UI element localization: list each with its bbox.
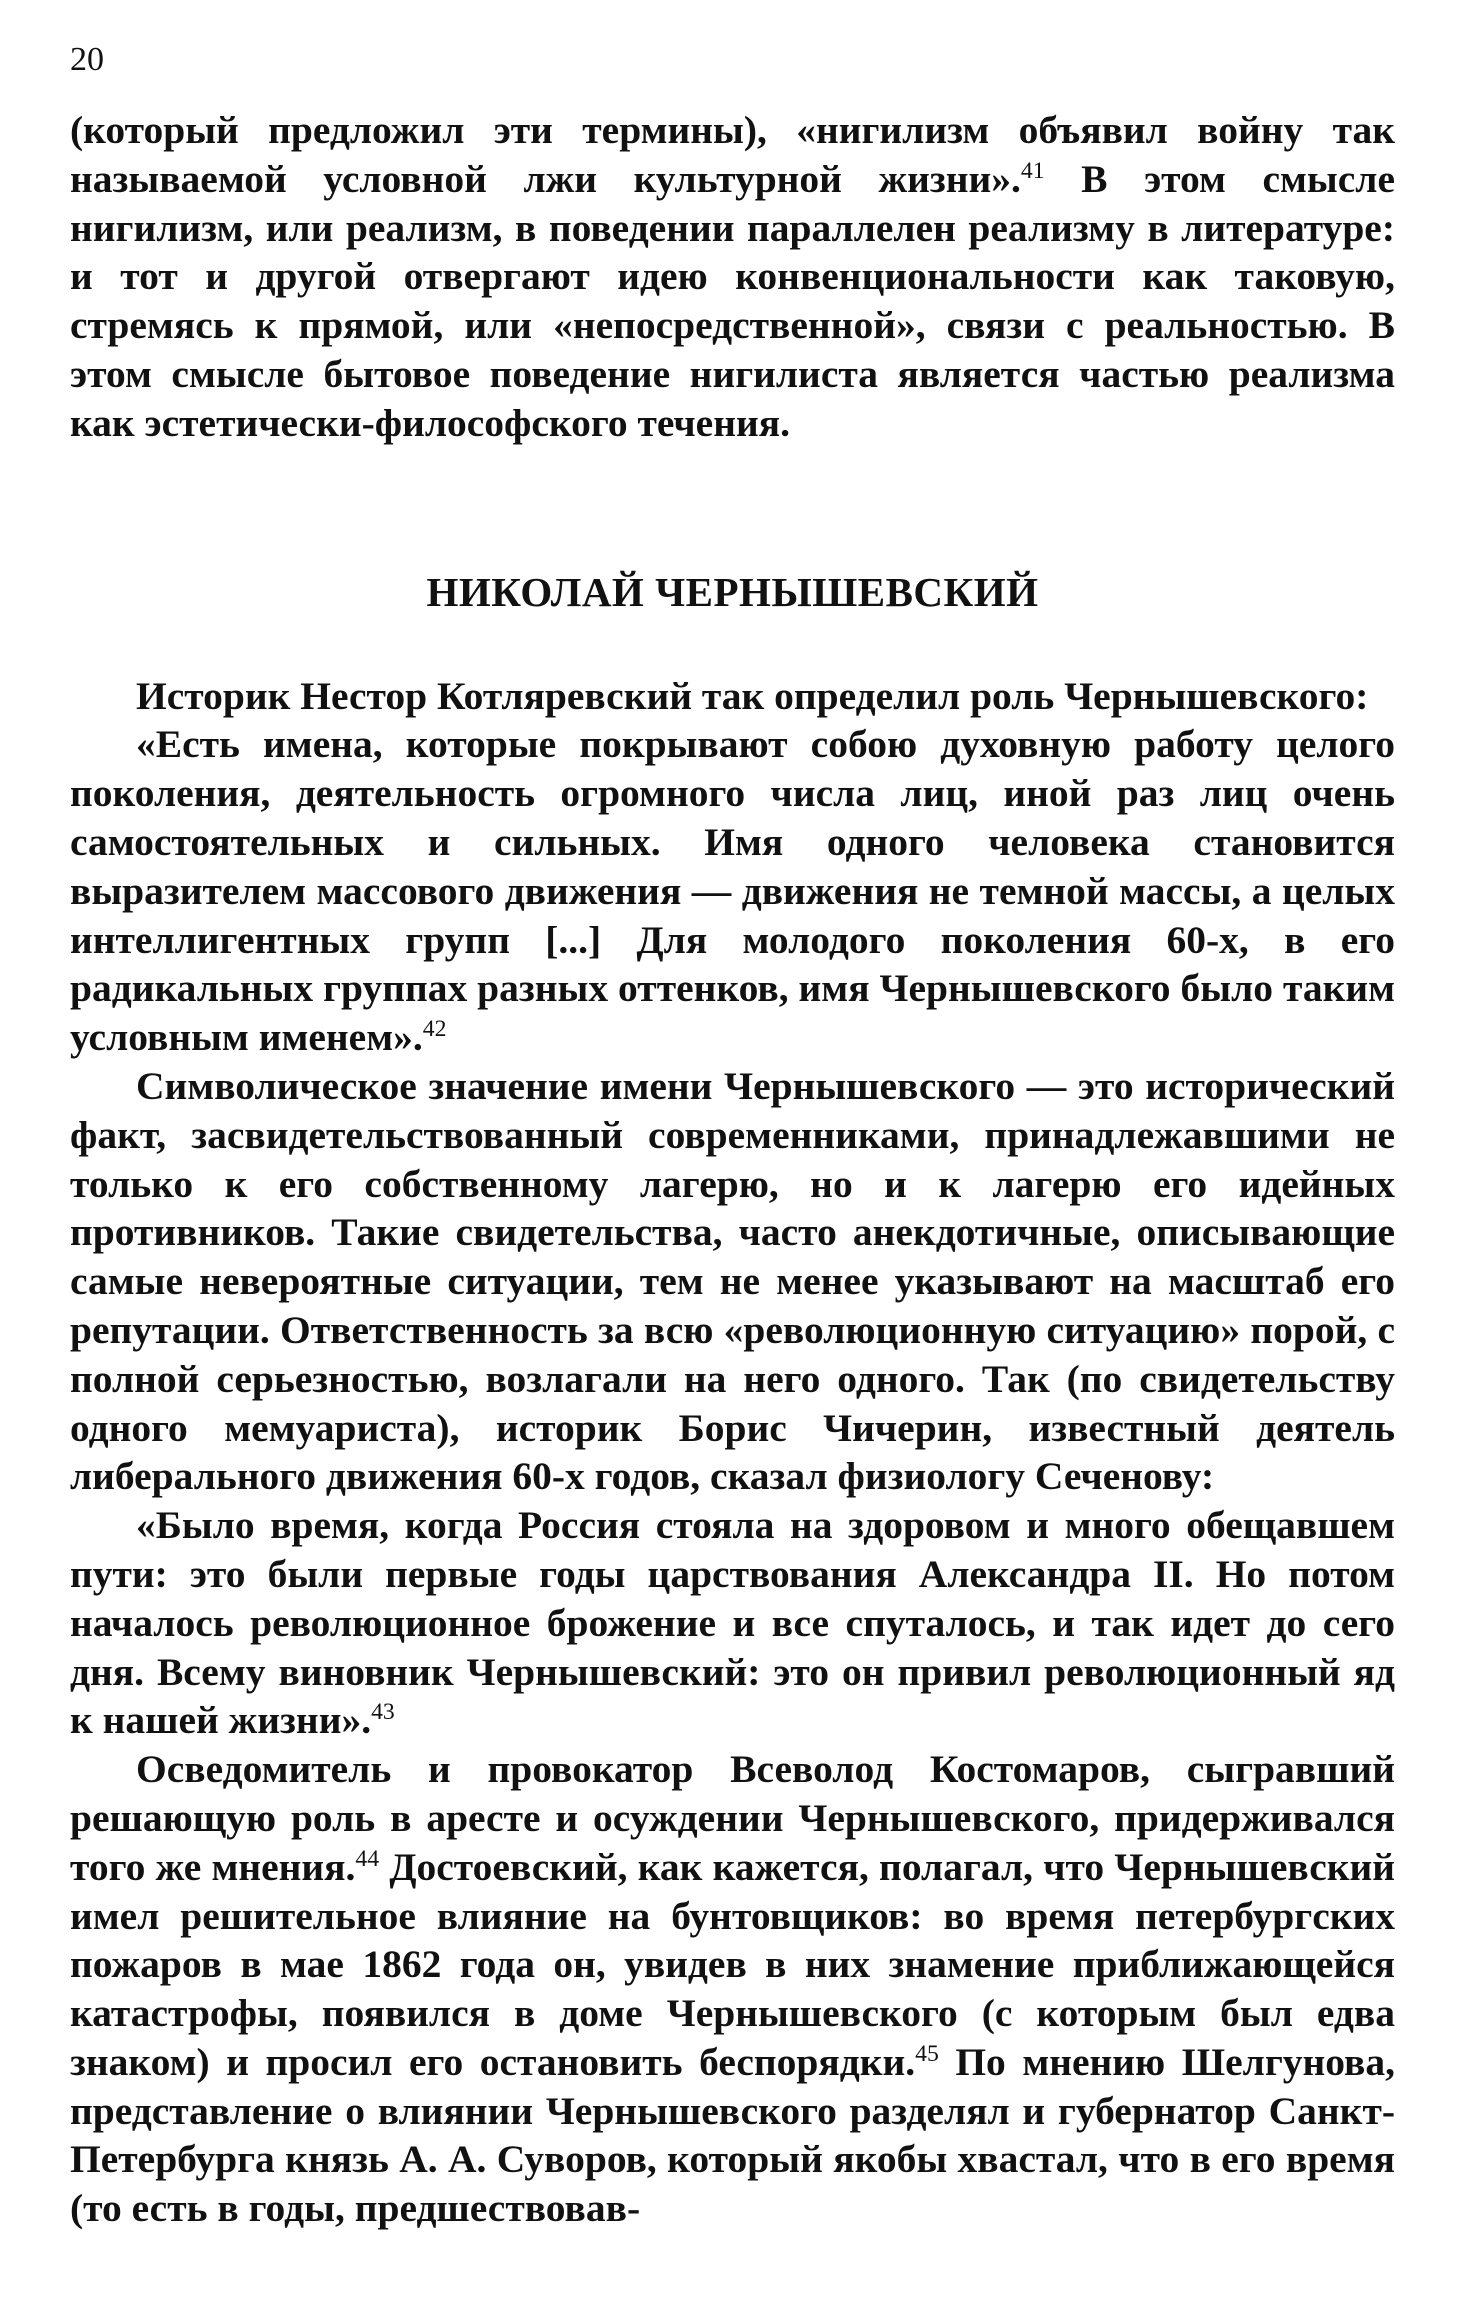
paragraph-text: По мнению Шелгунова, представление о влиянии Чернышевского разделял и губернатор Санкт-Петербурга князь А. А. Суворов, который якобы хвастал, что в его время (то есть в годы, предшествовав- [70, 2039, 1395, 2231]
quote-text: «Есть имена, которые покрывают собою духовную работу целого поколения, деятельность огромного числа лиц, иной раз лиц очень самостоятельных и сильных. Имя одного человека становится выразителем массового движения — движения не темной массы, а целых интеллигентных групп [...] Для молодого поколения 60-х, в его радикальных группах разных оттенков, имя Чернышевского было таким условным именем». [70, 722, 1395, 1060]
paragraph-nihilism [70, 106, 1395, 448]
paragraph-kostomarov [70, 1745, 1395, 2233]
book-page [70, 40, 1395, 2233]
page-number: 20 [70, 41, 104, 78]
paragraph-text: Достоевский, как кажется, полагал, что Чернышевский имел решительное влияние на бунтовщиков: во время петербургских пожаров в мае 1862 года он, увидев в них знамение приближающейся катастрофы, появился в доме Чернышевского (с которым был едва знаком) и просил его остановить беспорядки. [70, 1844, 1395, 2084]
footnote-ref-44: 44 [355, 1845, 380, 1872]
quote-text: «Было время, когда Россия стояла на здоровом и много обещавшем пути: это были первые годы царствования Александра II. Но потом началось революционное брожение и все спуталось, и так идет до сего дня. Всему виновник Чернышевский: это он привил революционный яд к нашей жизни». [70, 1503, 1395, 1743]
paragraph-text: (который предложил эти термины), «нигилизм объявил войну так называемой условной лжи культурной жизни». [70, 108, 1395, 201]
paragraph-symbolic-meaning: Символическое значение имени Чернышевского — это исторический факт, засвидетельствованный современниками, принадлежавшими не только к его собственному лагерю, но и к лагерю его идейных противников. Такие свидетельства, часто анекдотичные, описывающие самые невероятные ситуации, тем не менее указывают на масштаб его репутации. Ответственность за всю «революционную ситуацию» порой, с полной серьезностью, возлагали на него одного. Так (по свидетельству одного мемуариста), историк Борис Чичерин, известный деятель либерального движения 60-х годов, сказал физиологу Сеченову: [70, 1063, 1395, 1499]
paragraph-text: В этом смысле нигилизм, или реализм, в поведении параллелен реализму в литературе: и тот и другой отвергают идею конвенциональности как таковую, стремясь к прямой, или «непосредственной», связи с реальностью. В этом смысле бытовое поведение нигилиста является частью реализма как эстетически-философского течения. [70, 156, 1395, 445]
footnote-ref-42: 42 [422, 1016, 447, 1042]
section-heading: НИКОЛАЙ ЧЕРНЫШЕВСКИЙ [426, 568, 1039, 615]
paragraph-text: Осведомитель и провокатор Всеволод Костомаров, сыгравший решающую роль в аресте и осуждении Чернышевского, придерживался того же мнения. [70, 1747, 1395, 1889]
quote-chicherin [70, 1501, 1395, 1745]
footnote-ref-43: 43 [371, 1699, 395, 1726]
paragraph-kotlyarevsky: Историк Нестор Котляревский так определил роль Чернышевского: [136, 673, 1369, 718]
footnote-ref-41: 41 [1020, 157, 1045, 184]
footnote-ref-45: 45 [915, 2040, 939, 2067]
quote-kotlyarevsky [70, 720, 1395, 1062]
